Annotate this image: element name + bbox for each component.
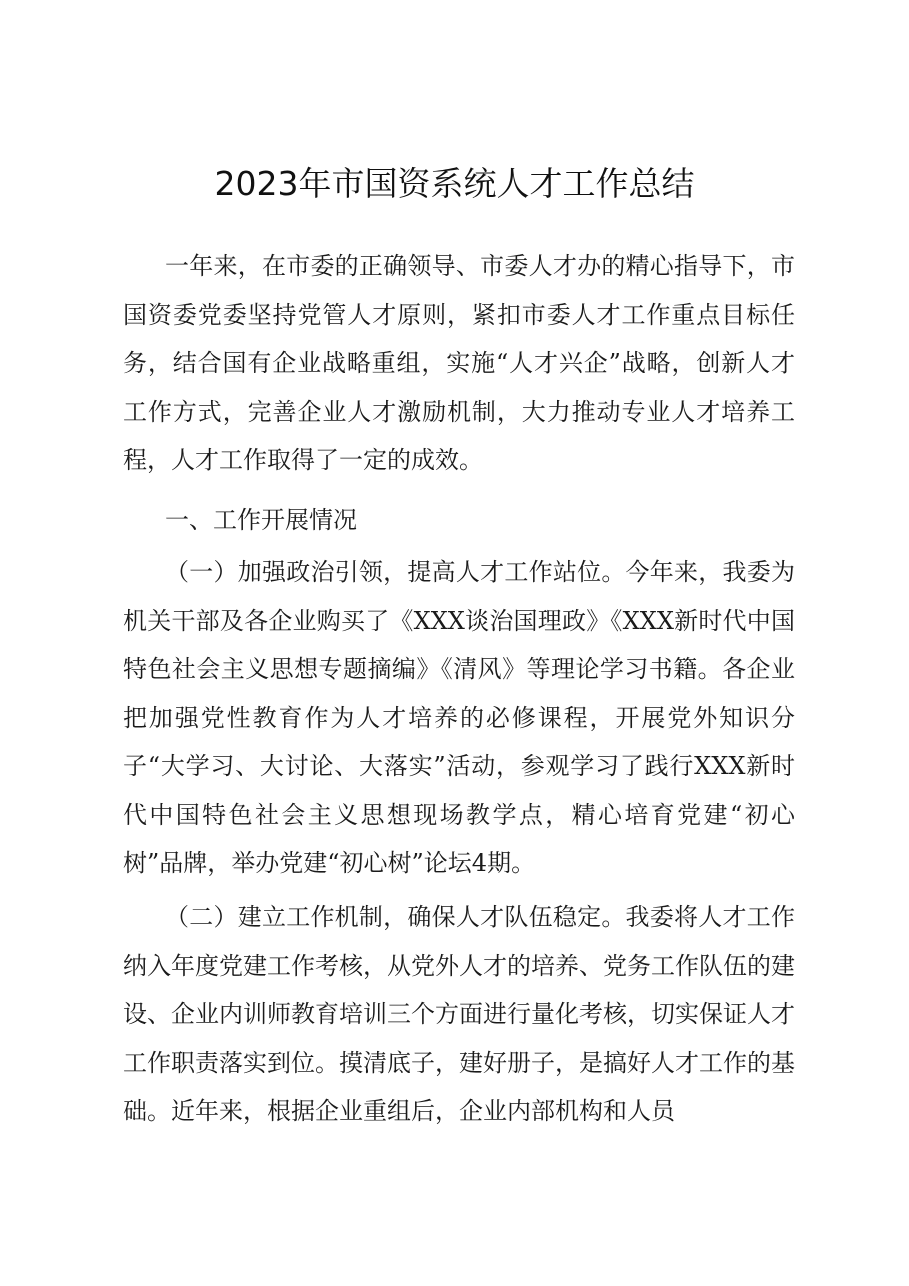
intro-paragraph: 一年来，在市委的正确领导、市委人才办的精心指导下，市国资委党委坚持党管人才原则，紧扣市委人才工作重点目标任务，结合国有企业战略重组，实施“人才兴企”战略，创新人才工作方式，完善企业人才激励机制，大力推动专业人才培养工程，人才工作取得了一定的成效。 bbox=[123, 252, 795, 474]
section-heading: 一、工作开展情况 bbox=[165, 506, 357, 534]
subsection-paragraph-2: （二）建立工作机制，确保人才队伍稳定。我委将人才工作纳入年度党建工作考核，从党外人才的培养、党务工作队伍的建设、企业内训师教育培训三个方面进行量化考核，切实保证人才工作职责落实到位。摸清底子，建好册子，是搞好人才工作的基础。近年来，根据企业重组后，企业内部机构和人员 bbox=[123, 903, 795, 1125]
subsection-paragraph-1: （一）加强政治引领，提高人才工作站位。今年来，我委为机关干部及各企业购买了《XXX谈治国理政》《XXX新时代中国特色社会主义思想专题摘编》《清风》等理论学习书籍。各企业把加强党性教育作为人才培养的必修课程，开展党外知识分子“大学习、大讨论、大落实”活动，参观学习了践行XXX新时代中国特色社会主义思想现场教学点，精心培育党建“初心树”品牌，举办党建“初心树”论坛4期。 bbox=[123, 558, 795, 877]
document-title: 2023年市国资系统人才工作总结 bbox=[214, 164, 695, 203]
